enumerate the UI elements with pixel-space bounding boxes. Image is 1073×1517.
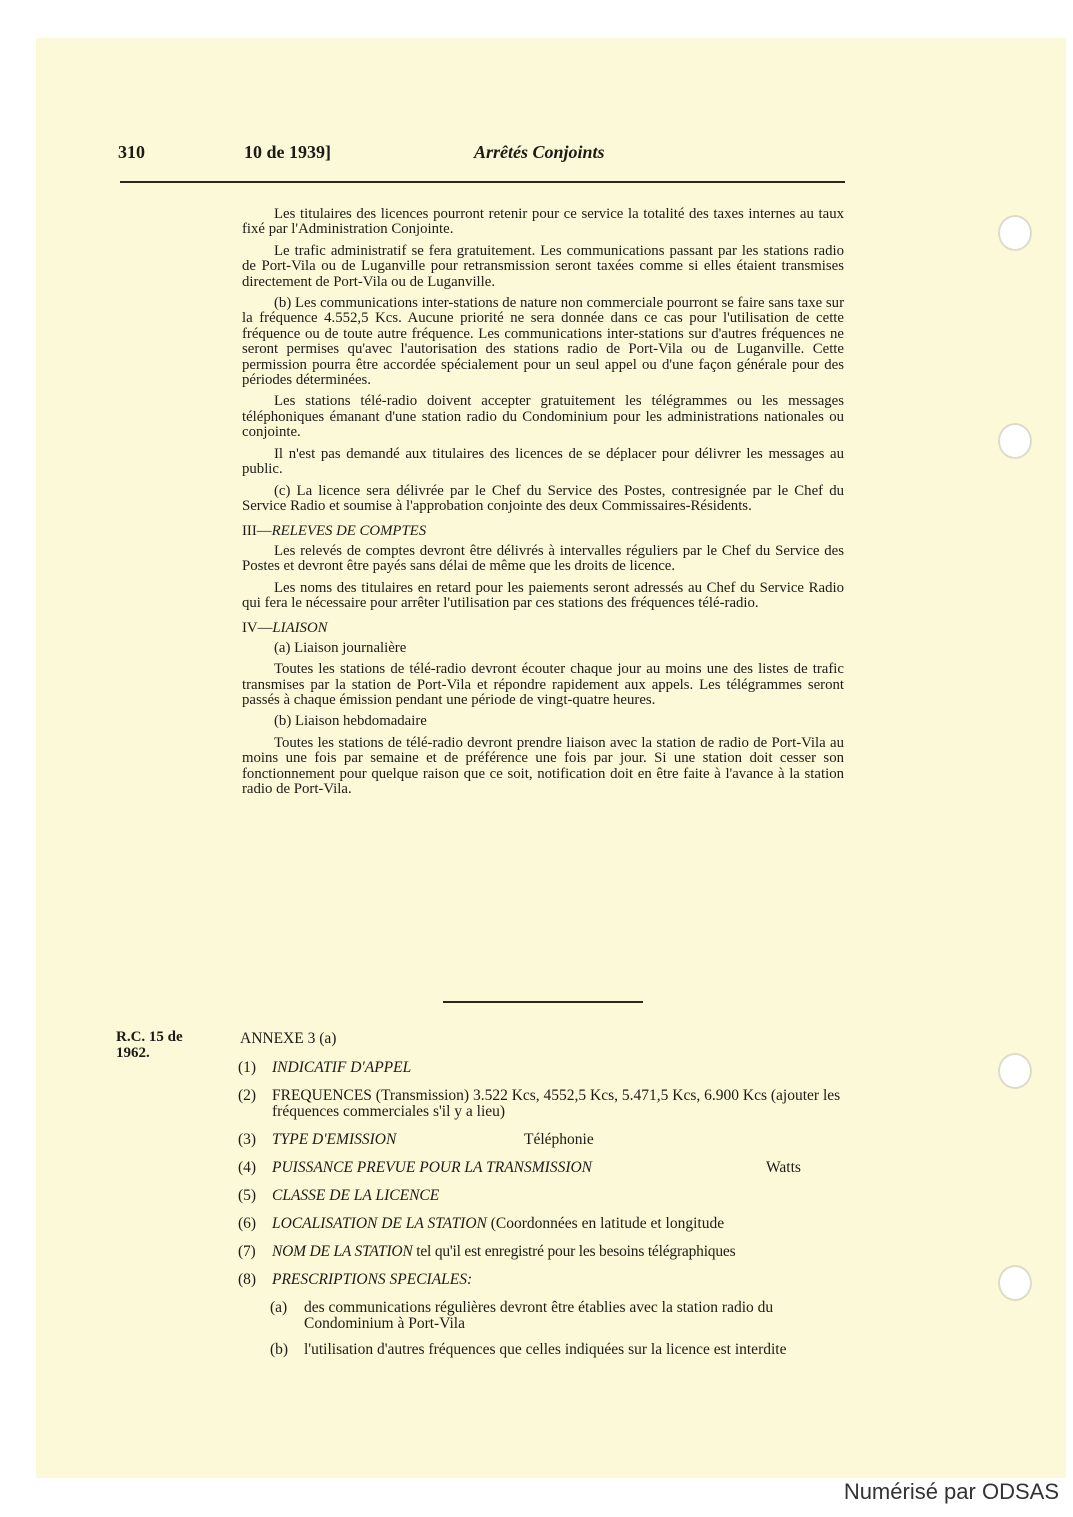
margin-note: R.C. 15 de 1962. [116, 1029, 183, 1061]
section-heading: IV—LIAISON [242, 620, 328, 637]
subheading: (b) Liaison hebdomadaire [274, 713, 427, 730]
page-header [118, 142, 1073, 166]
annex-subitem: (b) l'utilisation d'autres fréquences que celles indiquées sur la licence est interdite [270, 1341, 787, 1358]
paragraph: Il n'est pas demandé aux titulaires des licences de se déplacer pour délivrer les messages au public. [242, 445, 844, 478]
header-rule [120, 181, 845, 183]
paragraph: Le trafic administratif se fera gratuitement. Les communications passant par les stations radio de Port-Vila ou de Luganville pour retransmission seront taxées comme si elles étaient transmises directement de Port-Vila ou de Luganville. [242, 242, 844, 290]
section-heading: III—RELEVES DE COMPTES [242, 523, 427, 540]
digitization-watermark: Numérisé par ODSAS [843, 1479, 1059, 1504]
body-text [242, 207, 844, 803]
annex-item: (7) NOM DE LA STATION tel qu'il est enregistré pour les besoins télégraphiques [238, 1243, 736, 1260]
paragraph: Les noms des titulaires en retard pour les paiements seront adressés au Chef du Service Radio qui fera le nécessaire pour arrêter l'utilisation par ces stations des fréquences télé-radio. [242, 579, 844, 611]
annex-item: (5) CLASSE DE LA LICENCE [238, 1187, 440, 1204]
annex-item: (3) TYPE D'EMISSION Téléphonie [238, 1131, 594, 1148]
binder-hole-icon [998, 215, 1032, 251]
paragraph: Toutes les stations de télé-radio devront écouter chaque jour au moins une des listes de trafic transmises par la station de Port-Vila et répondre rapidement aux appels. Les télégrammes seront passés à chaque émission pendant une période de vingt-quatre heures. [242, 661, 844, 708]
page-number: 310 [118, 142, 145, 162]
paragraph: Les stations télé-radio doivent accepter gratuitement les télégrammes ou les messages téléphoniques émanant d'une station radio du Condominium pour les administrations nationales ou conjointe. [242, 393, 844, 441]
header-reference: 10 de 1939] [244, 142, 331, 162]
header-title: Arrêtés Conjoints [474, 142, 605, 162]
annex-subitem: (a) des communications régulières devront être établies avec la station radio du Condominium à Port-Vila [270, 1299, 774, 1332]
paragraph: Toutes les stations de télé-radio devront prendre liaison avec la station de radio de Port-Vila au moins une fois par semaine et de préférence une fois par jour. Si une station doit cesser son fonctionnement pour quelque raison que ce soit, notification doit en être faite à l'avance à la station radio de Port-Vila. [242, 734, 844, 797]
binder-hole-icon [998, 1265, 1032, 1301]
binder-hole-icon [998, 1053, 1032, 1089]
annex-title: ANNEXE 3 (a) [240, 1030, 337, 1047]
annex-item: (2) FREQUENCES (Transmission) 3.522 Kcs, 4552,5 Kcs, 5.471,5 Kcs, 6.900 Kcs (ajouter les fréquences commerciales s'il y a lieu) [238, 1087, 841, 1120]
subheading: (a) Liaison journalière [274, 639, 407, 656]
section-separator [443, 1001, 643, 1003]
paragraph: (c) La licence sera délivrée par le Chef du Service des Postes, contresignée par le Chef du Service Radio et soumise à l'approbation conjointe des deux Commissaires-Résidents. [242, 482, 844, 514]
paragraph: Les relevés de comptes devront être délivrés à intervalles réguliers par le Chef du Service des Postes et devront être payés sans délai de même que les droits de licence. [242, 542, 844, 575]
annex-list [238, 1060, 846, 1368]
paragraph: Les titulaires des licences pourront retenir pour ce service la totalité des taxes internes au taux fixé par l'Administration Conjointe. [242, 206, 844, 238]
paragraph: (b) Les communications inter-stations de nature non commerciale pourront se faire sans taxe sur la fréquence 4.552,5 Kcs. Aucune priorité ne sera donnée dans ce cas pour l'utilisation de cette fréquence ou de toute autre fréquence. Les communications inter-stations sur d'autres fréquences ne seront permises qu'avec l'autorisation des stations radio de Port-Vila ou de Luganville. Cette permission pourra être accordée spécialement pour un seul appel ou d'une façon générale pour des périodes déterminées. [242, 295, 844, 389]
annex-item: (6) LOCALISATION DE LA STATION (Coordonnées en latitude et longitude [238, 1215, 725, 1232]
annex-item: (8) PRESCRIPTIONS SPECIALES: [238, 1271, 473, 1288]
binder-hole-icon [998, 423, 1032, 459]
annex-item: (4) PUISSANCE PREVUE POUR LA TRANSMISSION Watts [238, 1159, 801, 1176]
annex-item: (1) INDICATIF D'APPEL [238, 1059, 412, 1076]
